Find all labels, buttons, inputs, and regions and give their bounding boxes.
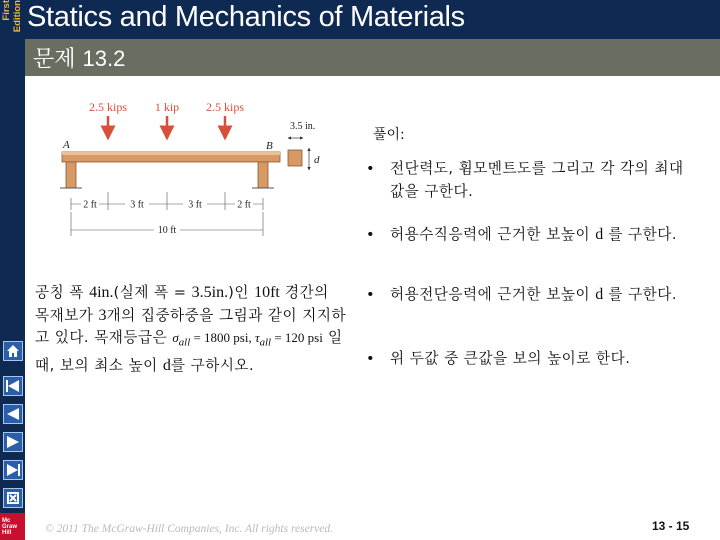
mcgraw-hill-logo — [0, 513, 25, 540]
problem-actual-width: 3.5in. — [191, 284, 229, 301]
problem-load-count: 3 — [98, 306, 107, 324]
logo-line-3: Hill — [2, 530, 12, 536]
left-sidebar — [0, 0, 25, 540]
problem-nominal-width: 4in. — [89, 284, 114, 301]
solution-label: 풀이: — [373, 127, 405, 143]
book-title: Statics and Mechanics of Materials — [27, 1, 465, 33]
sigma-value: = 1800 psi, — [190, 330, 255, 346]
solution-step-4 — [366, 348, 694, 371]
solution-step-2-tail: 를 구한다. — [603, 226, 677, 243]
allowable-stress-formula — [172, 330, 323, 349]
previous-page-icon — [4, 405, 22, 423]
solution-step-1 — [366, 158, 694, 203]
problem-text-1: 공칭 폭 — [35, 284, 90, 301]
span-label-1: 2 ft — [83, 199, 97, 211]
problem-text-3: )인 — [228, 284, 255, 301]
solution-step-3 — [366, 284, 694, 307]
exit-button[interactable] — [3, 488, 23, 508]
previous-page-button[interactable] — [3, 404, 23, 424]
beam-highlight — [62, 152, 280, 155]
sigma-subscript: all — [178, 337, 191, 349]
home-button[interactable] — [3, 341, 23, 361]
first-page-button[interactable] — [3, 376, 23, 396]
problem-text-4: 경간의 목재보가 — [35, 284, 329, 324]
span-label-3: 3 ft — [188, 199, 202, 211]
cross-section — [288, 150, 302, 166]
depth-label: d — [314, 154, 320, 166]
problem-prefix: 문제 — [33, 47, 83, 72]
load-label-2: 1 kip — [154, 100, 180, 114]
tau-value: = 120 psi — [271, 330, 323, 346]
edition-label — [1, 0, 23, 42]
solution-step-2-text: 허용수직응력에 근거한 보높이 — [390, 226, 596, 243]
total-length-label: 10 ft — [157, 225, 177, 236]
support-b-label: B — [266, 140, 273, 152]
left-post — [66, 162, 76, 188]
beam-figure — [50, 90, 340, 245]
load-label-1: 2.5 kips — [88, 100, 128, 114]
solution-step-3-tail: 를 구한다. — [603, 286, 677, 303]
first-page-icon — [4, 377, 22, 395]
problem-text-5: 개의 집중하중을 그림과 같이 지지하고 있다. 목재등급은 — [35, 306, 347, 347]
solution-step-3-var: d — [595, 286, 604, 303]
logo-line-1: Mc — [2, 518, 11, 524]
problem-variable-d: d — [162, 356, 171, 374]
copyright: © 2011 The McGraw-Hill Companies, Inc. All rights reserved. — [45, 523, 334, 535]
next-page-button[interactable] — [3, 432, 23, 452]
solution-step-4-text: 위 두값 중 큰값을 보의 높이로 한다. — [390, 350, 631, 367]
solution-step-2 — [366, 224, 694, 247]
edition-line-2: Edition — [12, 0, 23, 33]
problem-heading — [33, 42, 125, 73]
sigma-symbol: σ — [172, 330, 179, 346]
solution-step-3-text: 허용전단응력에 근거한 보높이 — [390, 286, 596, 303]
last-page-button[interactable] — [3, 460, 23, 480]
tau-subscript: all — [259, 337, 272, 349]
header-bar — [25, 0, 720, 39]
exit-icon — [4, 489, 22, 507]
support-a-label: A — [63, 139, 70, 151]
span-label-4: 2 ft — [237, 199, 251, 211]
problem-text-6: 일 때, 보의 최소 높이 — [35, 329, 343, 374]
problem-number: 13.2 — [82, 46, 126, 71]
edition-line-1: First — [1, 0, 12, 21]
problem-span: 10ft — [254, 284, 280, 301]
width-label: 3.5 in. — [290, 121, 316, 132]
problem-text-7: 를 구하시오. — [170, 356, 255, 374]
page-number: 13 - 15 — [652, 519, 690, 533]
span-label-2: 3 ft — [130, 199, 144, 211]
tau-symbol: τ — [254, 330, 260, 346]
solution-step-1-text: 전단력도, 휨모멘트도를 그리고 각 각의 최대값을 구한다. — [390, 160, 684, 200]
load-label-3: 2.5 kips — [205, 100, 245, 114]
next-page-icon — [4, 433, 22, 451]
problem-text-2: (실제 폭 = — [113, 284, 192, 301]
home-icon — [4, 342, 22, 360]
last-page-icon — [4, 461, 22, 479]
problem-statement — [35, 282, 347, 377]
solution-step-2-var: d — [595, 226, 604, 243]
problem-bar — [25, 39, 720, 76]
logo-line-2: Graw — [2, 524, 18, 530]
right-post — [258, 162, 268, 188]
